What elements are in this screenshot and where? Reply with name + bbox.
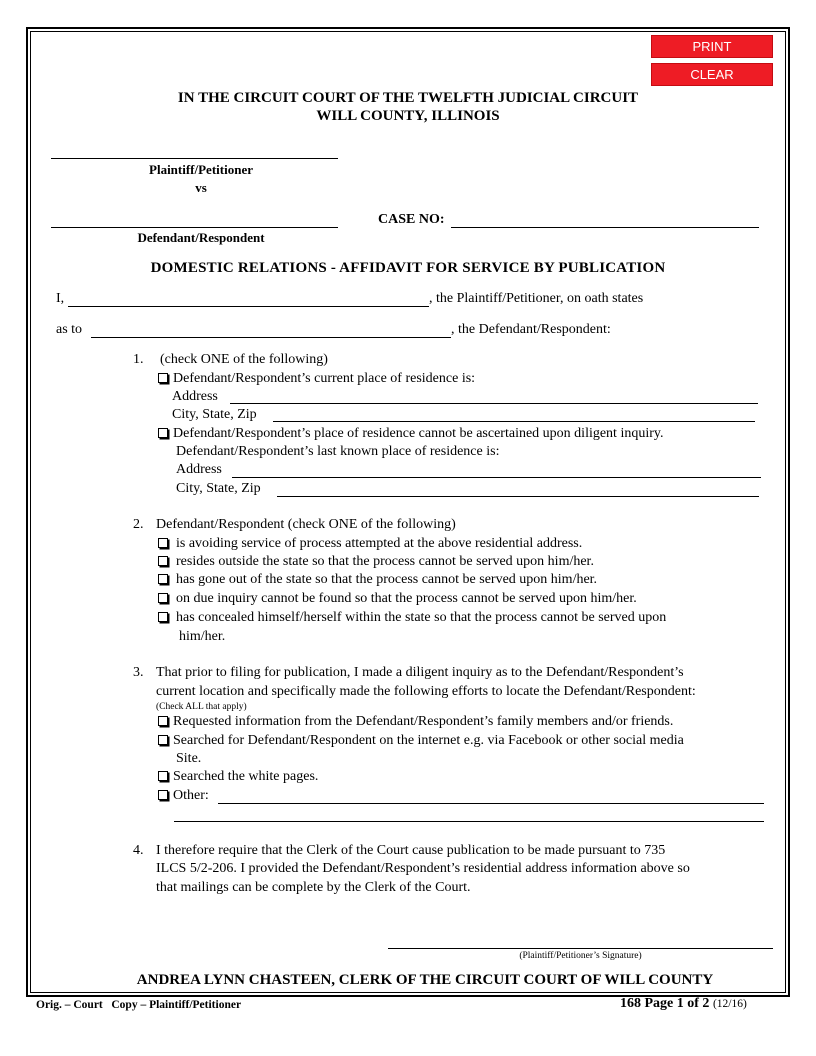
city-state-zip-label: City, State, Zip <box>172 407 257 422</box>
section1-heading: (check ONE of the following) <box>160 352 328 367</box>
section3-option-label: Searched the white pages. <box>173 769 319 784</box>
section3-option-label: Requested information from the Defendant/Respondent’s family members and/or friends. <box>173 714 674 729</box>
vs-label: vs <box>195 180 207 195</box>
section3-option-other[interactable] <box>158 788 209 804</box>
intro-plaintiff-suffix: , the Plaintiff/Petitioner, on oath states <box>429 291 644 306</box>
court-header-line1: IN THE CIRCUIT COURT OF THE TWELFTH JUDICIAL CIRCUIT <box>177 90 639 106</box>
last-known-address-field[interactable] <box>232 477 761 478</box>
section2-option-label: has concealed himself/herself within the state so that the process cannot be served upon <box>176 610 667 625</box>
address-field[interactable] <box>230 403 758 404</box>
section4-line3: that mailings can be complete by the Clerk of the Court. <box>156 880 471 895</box>
intro-as-to-prefix: as to <box>56 322 83 337</box>
section1-option-b-sub: Defendant/Respondent’s last known place of residence is: <box>176 444 500 459</box>
section2-heading: Defendant/Respondent (check ONE of the following) <box>156 517 456 532</box>
defendant-name-intro-field[interactable] <box>91 337 451 338</box>
checkbox-icon[interactable] <box>158 593 168 603</box>
court-header-line2: WILL COUNTY, ILLINOIS <box>316 108 500 124</box>
case-no-label: CASE NO: <box>378 212 445 227</box>
section2-option[interactable] <box>158 610 666 626</box>
checkbox-icon[interactable] <box>158 538 168 548</box>
section3-option[interactable] <box>158 733 684 749</box>
checkbox-icon[interactable] <box>158 716 168 726</box>
print-button[interactable]: PRINT <box>651 35 773 58</box>
other-effort-field-line2[interactable] <box>174 821 764 822</box>
checkbox-icon[interactable] <box>158 735 168 745</box>
checkbox-icon[interactable] <box>158 771 168 781</box>
section1-option-b-label: Defendant/Respondent’s place of residence cannot be ascertained upon diligent inquiry. <box>173 426 664 441</box>
footer-page-number: 168 Page 1 of 2 <box>620 996 710 1011</box>
city-state-zip-field[interactable] <box>273 421 755 422</box>
intro-i-prefix: I, <box>56 291 65 306</box>
signature-label: (Plaintiff/Petitioner’s Signature) <box>519 951 642 961</box>
section2-option[interactable] <box>158 572 597 588</box>
section3-number: 3. <box>133 665 144 680</box>
section2-option-label: has gone out of the state so that the process cannot be served upon him/her. <box>176 572 598 587</box>
section2-option-label: resides outside the state so that the process cannot be served upon him/her. <box>176 554 594 569</box>
section1-option-a-label: Defendant/Respondent’s current place of residence is: <box>173 371 476 386</box>
section2-option5-continuation: him/her. <box>179 629 226 644</box>
footer-revision: (12/16) <box>712 998 747 1010</box>
last-known-city-label: City, State, Zip <box>176 481 261 496</box>
last-known-address-label: Address <box>176 462 222 477</box>
section3-note: (Check ALL that apply) <box>156 702 247 712</box>
checkbox-icon[interactable] <box>158 556 168 566</box>
last-known-city-field[interactable] <box>277 496 759 497</box>
defendant-name-field[interactable] <box>51 227 338 228</box>
defendant-label: Defendant/Respondent <box>137 230 265 245</box>
affiant-name-field[interactable] <box>68 306 429 307</box>
section1-option-b[interactable] <box>158 426 663 442</box>
clerk-name: ANDREA LYNN CHASTEEN, CLERK OF THE CIRCUIT COURT OF WILL COUNTY <box>136 972 714 988</box>
section3-line1: That prior to filing for publication, I made a diligent inquiry as to the Defendant/Respondent’s <box>156 665 684 680</box>
section2-option-label: on due inquiry cannot be found so that the process cannot be served upon him/her. <box>176 591 637 606</box>
address-label: Address <box>172 389 218 404</box>
case-no-field[interactable] <box>451 227 759 228</box>
section3-line2: current location and specifically made the following efforts to locate the Defendant/Respondent: <box>156 684 696 699</box>
checkbox-icon[interactable] <box>158 790 168 800</box>
section1-option-a[interactable] <box>158 371 475 387</box>
section3-option[interactable] <box>158 769 318 785</box>
section2-option-label: is avoiding service of process attempted at the above residential address. <box>176 536 583 551</box>
checkbox-icon[interactable] <box>158 373 168 383</box>
section3-option2-continuation: Site. <box>176 751 202 766</box>
footer-page-block <box>620 996 747 1012</box>
checkbox-icon[interactable] <box>158 612 168 622</box>
signature-field[interactable] <box>388 948 773 949</box>
form-title: DOMESTIC RELATIONS - AFFIDAVIT FOR SERVICE BY PUBLICATION <box>150 260 666 276</box>
checkbox-icon[interactable] <box>158 574 168 584</box>
section3-other-label: Other: <box>173 788 209 803</box>
other-effort-field[interactable] <box>218 803 764 804</box>
section4-number: 4. <box>133 843 144 858</box>
plaintiff-name-field[interactable] <box>51 158 338 159</box>
section2-option[interactable] <box>158 591 637 607</box>
clear-button[interactable]: CLEAR <box>651 63 773 86</box>
section3-option[interactable] <box>158 714 673 730</box>
section3-option-label: Searched for Defendant/Respondent on the internet e.g. via Facebook or other social media <box>173 733 684 748</box>
section2-option[interactable] <box>158 554 594 570</box>
section4-line2: ILCS 5/2-206. I provided the Defendant/Respondent’s residential address information above so <box>156 861 690 876</box>
section1-number: 1. <box>133 352 144 367</box>
footer-copies: Orig. – Court Copy – Plaintiff/Petitioner <box>36 999 242 1011</box>
section4-line1: I therefore require that the Clerk of the Court cause publication to be made pursuant to 735 <box>156 843 666 858</box>
checkbox-icon[interactable] <box>158 428 168 438</box>
intro-defendant-suffix: , the Defendant/Respondent: <box>451 322 611 337</box>
plaintiff-label: Plaintiff/Petitioner <box>149 162 253 177</box>
section2-number: 2. <box>133 517 144 532</box>
section2-option[interactable] <box>158 536 582 552</box>
